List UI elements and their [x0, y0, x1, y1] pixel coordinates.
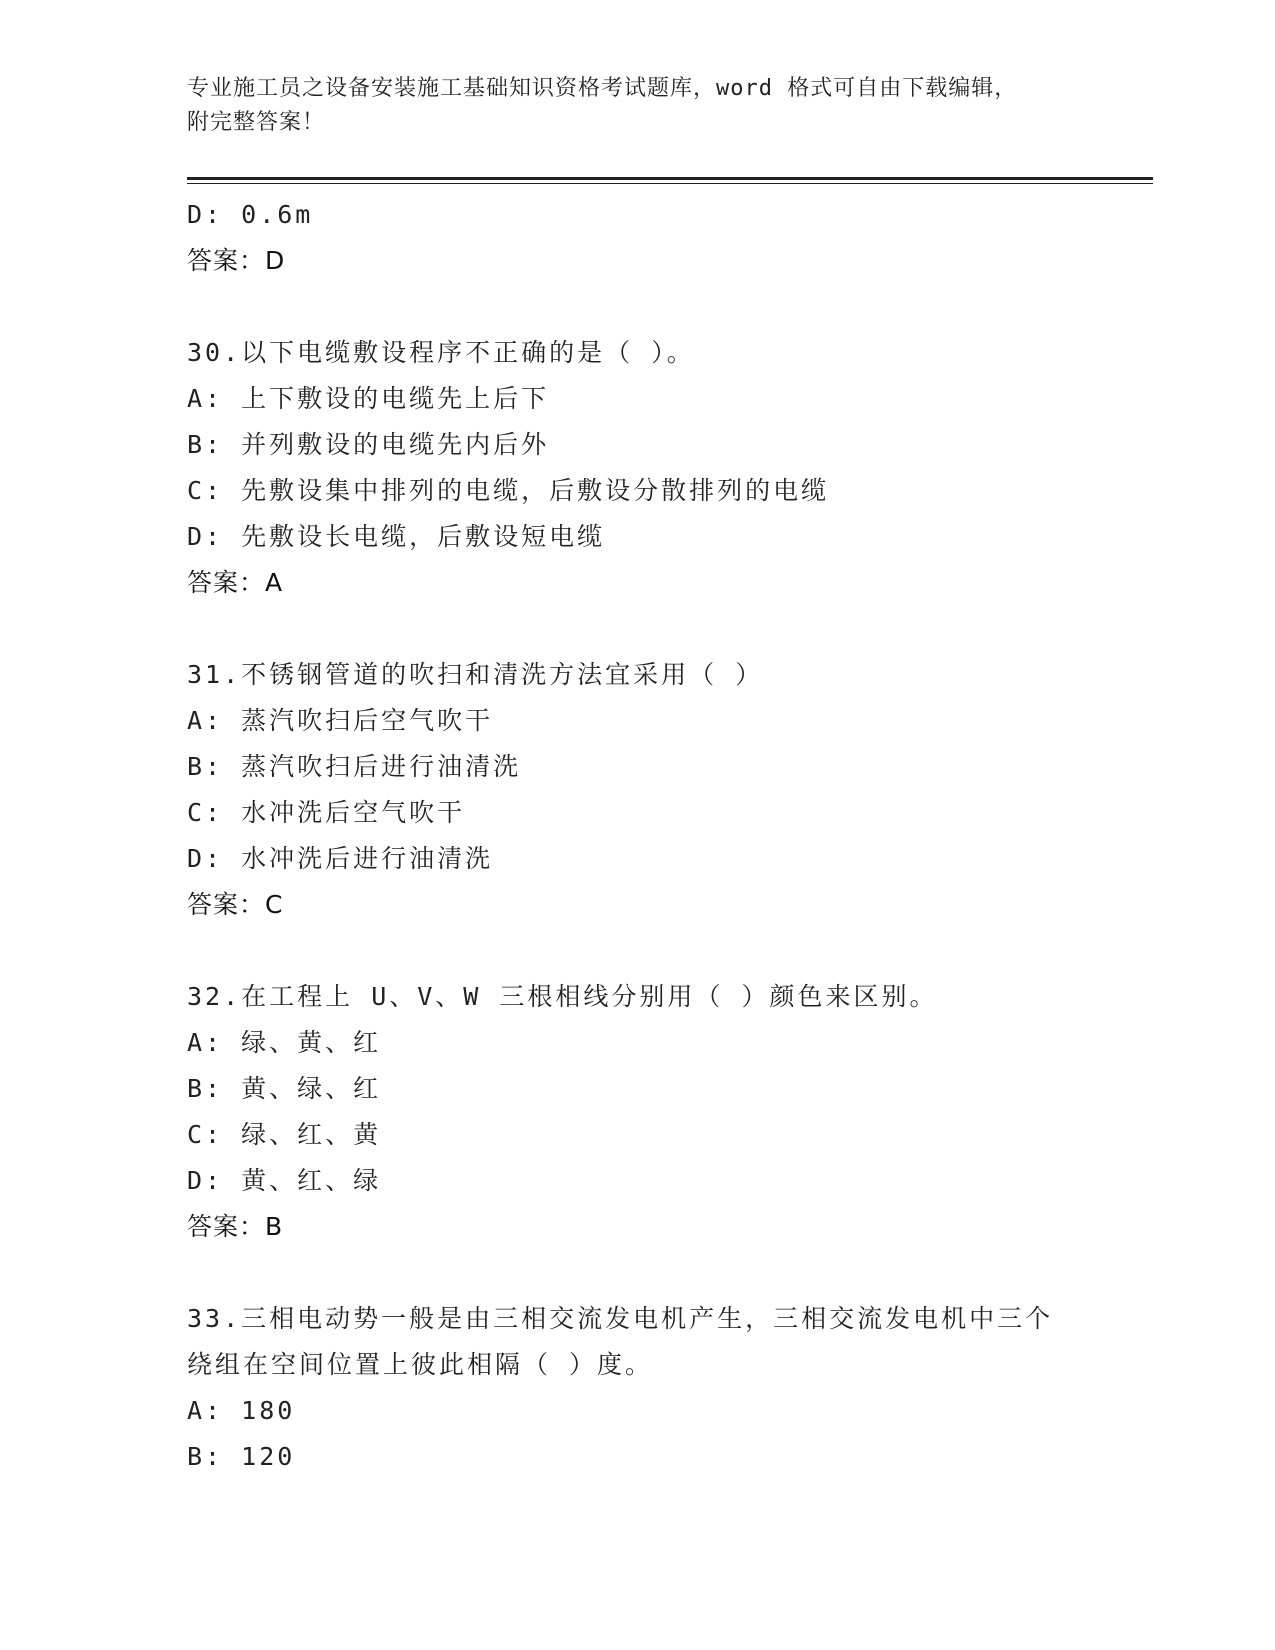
option-c: C: 水冲洗后空气吹干 [187, 798, 466, 827]
answer: 答案：C [187, 890, 284, 919]
header-line-2: 附完整答案！ [187, 110, 326, 135]
question-30 [187, 330, 1147, 606]
header-divider-thin [187, 183, 1153, 184]
question-31 [187, 652, 1147, 928]
option-a: A: 上下敷设的电缆先上后下 [187, 384, 550, 413]
option-d: D: 先敷设长电缆，后敷设短电缆 [187, 522, 606, 551]
option-a: A: 绿、黄、红 [187, 1028, 382, 1057]
option-d: D: 黄、红、绿 [187, 1166, 382, 1195]
option-b: B: 120 [187, 1442, 296, 1471]
document-header [187, 72, 1087, 140]
answer: 答案：A [187, 568, 284, 597]
option-d: D: 0.6m [187, 200, 314, 229]
question-stem-line-1: 33.三相电动势一般是由三相交流发电机产生，三相交流发电机中三个 [187, 1304, 1054, 1333]
header-divider-thick [187, 177, 1153, 180]
option-c: C: 绿、红、黄 [187, 1120, 382, 1149]
spacer [187, 928, 1147, 974]
question-33 [187, 1296, 1147, 1480]
spacer [187, 284, 1147, 330]
question-32 [187, 974, 1147, 1250]
question-stem: 32.在工程上 U、V、W 三根相线分别用（ ）颜色来区别。 [187, 982, 938, 1011]
option-b: B: 黄、绿、红 [187, 1074, 382, 1103]
option-a: A: 蒸汽吹扫后空气吹干 [187, 706, 494, 735]
option-a: A: 180 [187, 1396, 296, 1425]
question-stem-line-2: 绕组在空间位置上彼此相隔（ ）度。 [187, 1350, 654, 1379]
question-stem: 30.以下电缆敷设程序不正确的是（ ）。 [187, 338, 695, 367]
answer: 答案：D [187, 246, 286, 275]
option-b: B: 蒸汽吹扫后进行油清洗 [187, 752, 522, 781]
spacer [187, 606, 1147, 652]
question-29-tail [187, 192, 1147, 284]
question-stem: 31.不锈钢管道的吹扫和清洗方法宜采用（ ） [187, 660, 764, 689]
option-b: B: 并列敷设的电缆先内后外 [187, 430, 550, 459]
option-d: D: 水冲洗后进行油清洗 [187, 844, 494, 873]
spacer [187, 1250, 1147, 1296]
header-line-1: 专业施工员之设备安装施工基础知识资格考试题库，word 格式可自由下载编辑， [187, 76, 1018, 101]
option-c: C: 先敷设集中排列的电缆，后敷设分散排列的电缆 [187, 476, 830, 505]
question-list [187, 192, 1147, 1480]
answer: 答案：B [187, 1212, 284, 1241]
